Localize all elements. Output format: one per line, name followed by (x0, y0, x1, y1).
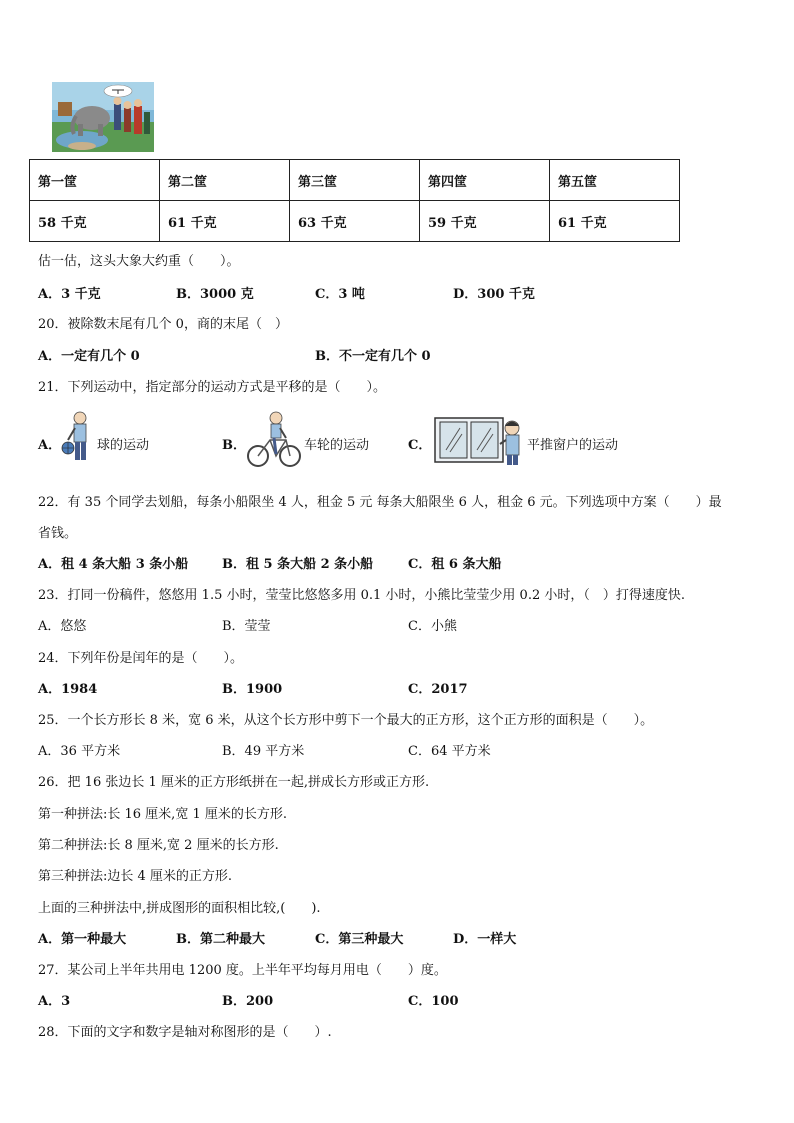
q19-option-a[interactable]: A．3 千克 (38, 287, 101, 302)
q24-option-c[interactable]: C．2017 (408, 682, 468, 697)
q27-option-a[interactable]: A．3 (38, 994, 71, 1009)
question-22-stem-line-1: 22．有 35 个同学去划船，每条小船限坐 4 人，租金 5 元 每条大船限坐 6 人，租金 6 元。下列选项中方案（ ）最 (38, 495, 722, 510)
question-27-stem: 27．某公司上半年共用电 1200 度。上半年平均每月用电（ ）度。 (38, 963, 447, 978)
question-19-stem: 估一估，这头大象大约重（ ）。 (38, 254, 240, 269)
table-cell: 61 千克 (160, 201, 290, 242)
q27-option-b[interactable]: B．200 (222, 994, 274, 1009)
q25-option-a[interactable]: A．36 平方米 (38, 744, 121, 759)
question-26-stem: 26．把 16 张边长 1 厘米的正方形纸拼在一起,拼成长方形或正方形. (38, 775, 430, 790)
elephant-weighing-illustration (52, 82, 154, 152)
q25-option-c[interactable]: C．64 平方米 (408, 744, 491, 759)
question-22-stem-line-2: 省钱。 (38, 526, 78, 541)
q26-method-1: 第一种拼法:长 16 厘米,宽 1 厘米的长方形. (38, 807, 287, 822)
q23-option-b[interactable]: B．莹莹 (222, 619, 271, 634)
question-24-stem: 24．下列年份是闰年的是（ ）。 (38, 651, 244, 666)
table-cell: 63 千克 (290, 201, 420, 242)
question-25-stem: 25．一个长方形长 8 米，宽 6 米，从这个长方形中剪下一个最大的正方形，这个正方形的面积是（ ）。 (38, 713, 654, 728)
q26-option-a[interactable]: A．第一种最大 (38, 932, 127, 947)
q22-option-b[interactable]: B．租 5 条大船 2 条小船 (222, 557, 374, 572)
table-header-cell: 第三筐 (290, 160, 420, 201)
q26-method-2: 第二种拼法:长 8 厘米,宽 2 厘米的长方形. (38, 838, 279, 853)
q27-option-c[interactable]: C．100 (408, 994, 459, 1009)
table-header-cell: 第五筐 (550, 160, 680, 201)
table-header-cell: 第二筐 (160, 160, 290, 201)
q24-option-b[interactable]: B．1900 (222, 682, 283, 697)
q26-option-c[interactable]: C．第三种最大 (315, 932, 404, 947)
table-cell: 61 千克 (550, 201, 680, 242)
q21-option-a-caption: 球的运动 (97, 438, 150, 453)
q19-option-c[interactable]: C．3 吨 (315, 287, 365, 302)
q23-option-c[interactable]: C．小熊 (408, 619, 457, 634)
table-header-cell: 第一筐 (30, 160, 160, 201)
question-28-stem: 28．下面的文字和数字是轴对称图形的是（ ）. (38, 1025, 332, 1040)
q20-option-a[interactable]: A．一定有几个 0 (38, 349, 140, 364)
table-header-cell: 第四筐 (420, 160, 550, 201)
table-cell: 58 千克 (30, 201, 160, 242)
q22-option-a[interactable]: A．租 4 条大船 3 条小船 (38, 557, 189, 572)
q21-option-c-caption: 平推窗户的运动 (527, 438, 619, 453)
question-23-stem: 23．打同一份稿件，悠悠用 1.5 小时，莹莹比悠悠多用 0.1 小时，小熊比莹莹少用 0.2 小时，（ ）打得速度快. (38, 588, 685, 603)
q20-option-b[interactable]: B．不一定有几个 0 (315, 349, 431, 364)
table-cell: 59 千克 (420, 201, 550, 242)
q23-option-a[interactable]: A．悠悠 (38, 619, 87, 634)
q25-option-b[interactable]: B．49 平方米 (222, 744, 305, 759)
q21-option-b-caption: 车轮的运动 (304, 438, 370, 453)
basket-weights-table (29, 159, 680, 242)
q22-option-c[interactable]: C．租 6 条大船 (408, 557, 502, 572)
sliding-window-figure (434, 414, 526, 466)
q26-option-d[interactable]: D．一样大 (453, 932, 517, 947)
q21-option-c-letter[interactable]: C． (408, 438, 432, 453)
table-header-row (30, 160, 680, 201)
table-row (30, 201, 680, 242)
boy-bouncing-ball-figure (58, 410, 96, 466)
q26-option-b[interactable]: B．第二种最大 (176, 932, 265, 947)
question-21-stem: 21．下列运动中，指定部分的运动方式是平移的是（ ）。 (38, 380, 387, 395)
question-20-stem: 20．被除数末尾有几个 0，商的末尾（ ） (38, 317, 288, 332)
q19-option-b[interactable]: B．3000 克 (176, 287, 254, 302)
q26-method-3: 第三种拼法:边长 4 厘米的正方形. (38, 869, 233, 884)
q19-option-d[interactable]: D．300 千克 (453, 287, 535, 302)
q21-option-b-letter[interactable]: B． (222, 438, 246, 453)
q21-option-a-letter[interactable]: A． (38, 438, 62, 453)
boy-riding-bicycle-figure (246, 410, 302, 468)
q26-comparison-prompt: 上面的三种拼法中,拼成图形的面积相比较,( ). (38, 901, 321, 916)
q24-option-a[interactable]: A．1984 (38, 682, 98, 697)
